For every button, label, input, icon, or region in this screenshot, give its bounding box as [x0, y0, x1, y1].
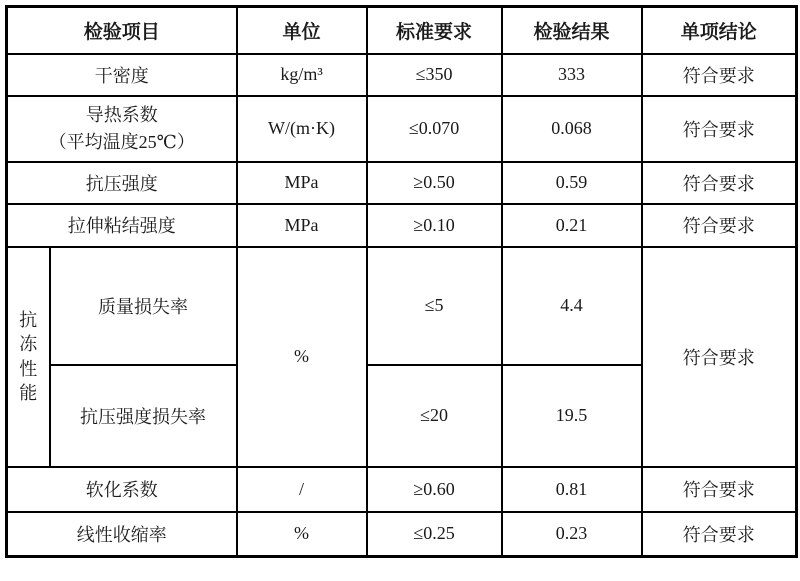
header-requirement: 标准要求	[367, 7, 502, 54]
unit-cell: MPa	[237, 204, 367, 247]
unit-cell: kg/m³	[237, 54, 367, 96]
item-cell: 抗压强度	[7, 162, 237, 204]
unit-cell: %	[237, 247, 367, 467]
table-row	[7, 96, 797, 162]
result-cell: 0.23	[502, 512, 642, 557]
item-cell: 质量损失率	[50, 247, 237, 365]
conclusion-cell: 符合要求	[642, 96, 797, 162]
conclusion-cell: 符合要求	[642, 247, 797, 467]
conclusion-cell: 符合要求	[642, 512, 797, 557]
inspection-result-table	[5, 5, 798, 558]
requirement-cell: ≤5	[367, 247, 502, 365]
unit-cell: MPa	[237, 162, 367, 204]
header-row	[7, 7, 797, 54]
item-cell	[7, 96, 237, 162]
frost-resistance-group-label	[7, 247, 50, 467]
unit-cell: W/(m·K)	[237, 96, 367, 162]
table-row	[7, 162, 797, 204]
result-cell: 19.5	[502, 365, 642, 467]
header-item: 检验项目	[7, 7, 237, 54]
table-row	[7, 512, 797, 557]
result-cell: 0.81	[502, 467, 642, 512]
table-row	[7, 247, 797, 365]
requirement-cell: ≥0.60	[367, 467, 502, 512]
requirement-cell: ≥0.10	[367, 204, 502, 247]
requirement-cell: ≤0.070	[367, 96, 502, 162]
conclusion-cell: 符合要求	[642, 162, 797, 204]
table-row	[7, 54, 797, 96]
result-cell: 333	[502, 54, 642, 96]
result-cell: 4.4	[502, 247, 642, 365]
item-cell: 拉伸粘结强度	[7, 204, 237, 247]
requirement-cell: ≥0.50	[367, 162, 502, 204]
result-cell: 0.068	[502, 96, 642, 162]
item-line-1: 导热系数	[85, 105, 158, 126]
table-row	[7, 467, 797, 512]
unit-cell: %	[237, 512, 367, 557]
requirement-cell: ≤350	[367, 54, 502, 96]
conclusion-cell: 符合要求	[642, 204, 797, 247]
header-conclusion: 单项结论	[642, 7, 797, 54]
requirement-cell: ≤20	[367, 365, 502, 467]
header-result: 检验结果	[502, 7, 642, 54]
result-cell: 0.21	[502, 204, 642, 247]
vertical-label: 抗冻性能	[19, 309, 38, 403]
table-row	[7, 204, 797, 247]
item-cell: 抗压强度损失率	[50, 365, 237, 467]
item-cell: 干密度	[7, 54, 237, 96]
conclusion-cell: 符合要求	[642, 54, 797, 96]
item-line-2: （平均温度25℃）	[48, 131, 195, 152]
conclusion-cell: 符合要求	[642, 467, 797, 512]
item-cell: 线性收缩率	[7, 512, 237, 557]
result-cell: 0.59	[502, 162, 642, 204]
unit-cell: /	[237, 467, 367, 512]
header-unit: 单位	[237, 7, 367, 54]
requirement-cell: ≤0.25	[367, 512, 502, 557]
item-cell: 软化系数	[7, 467, 237, 512]
